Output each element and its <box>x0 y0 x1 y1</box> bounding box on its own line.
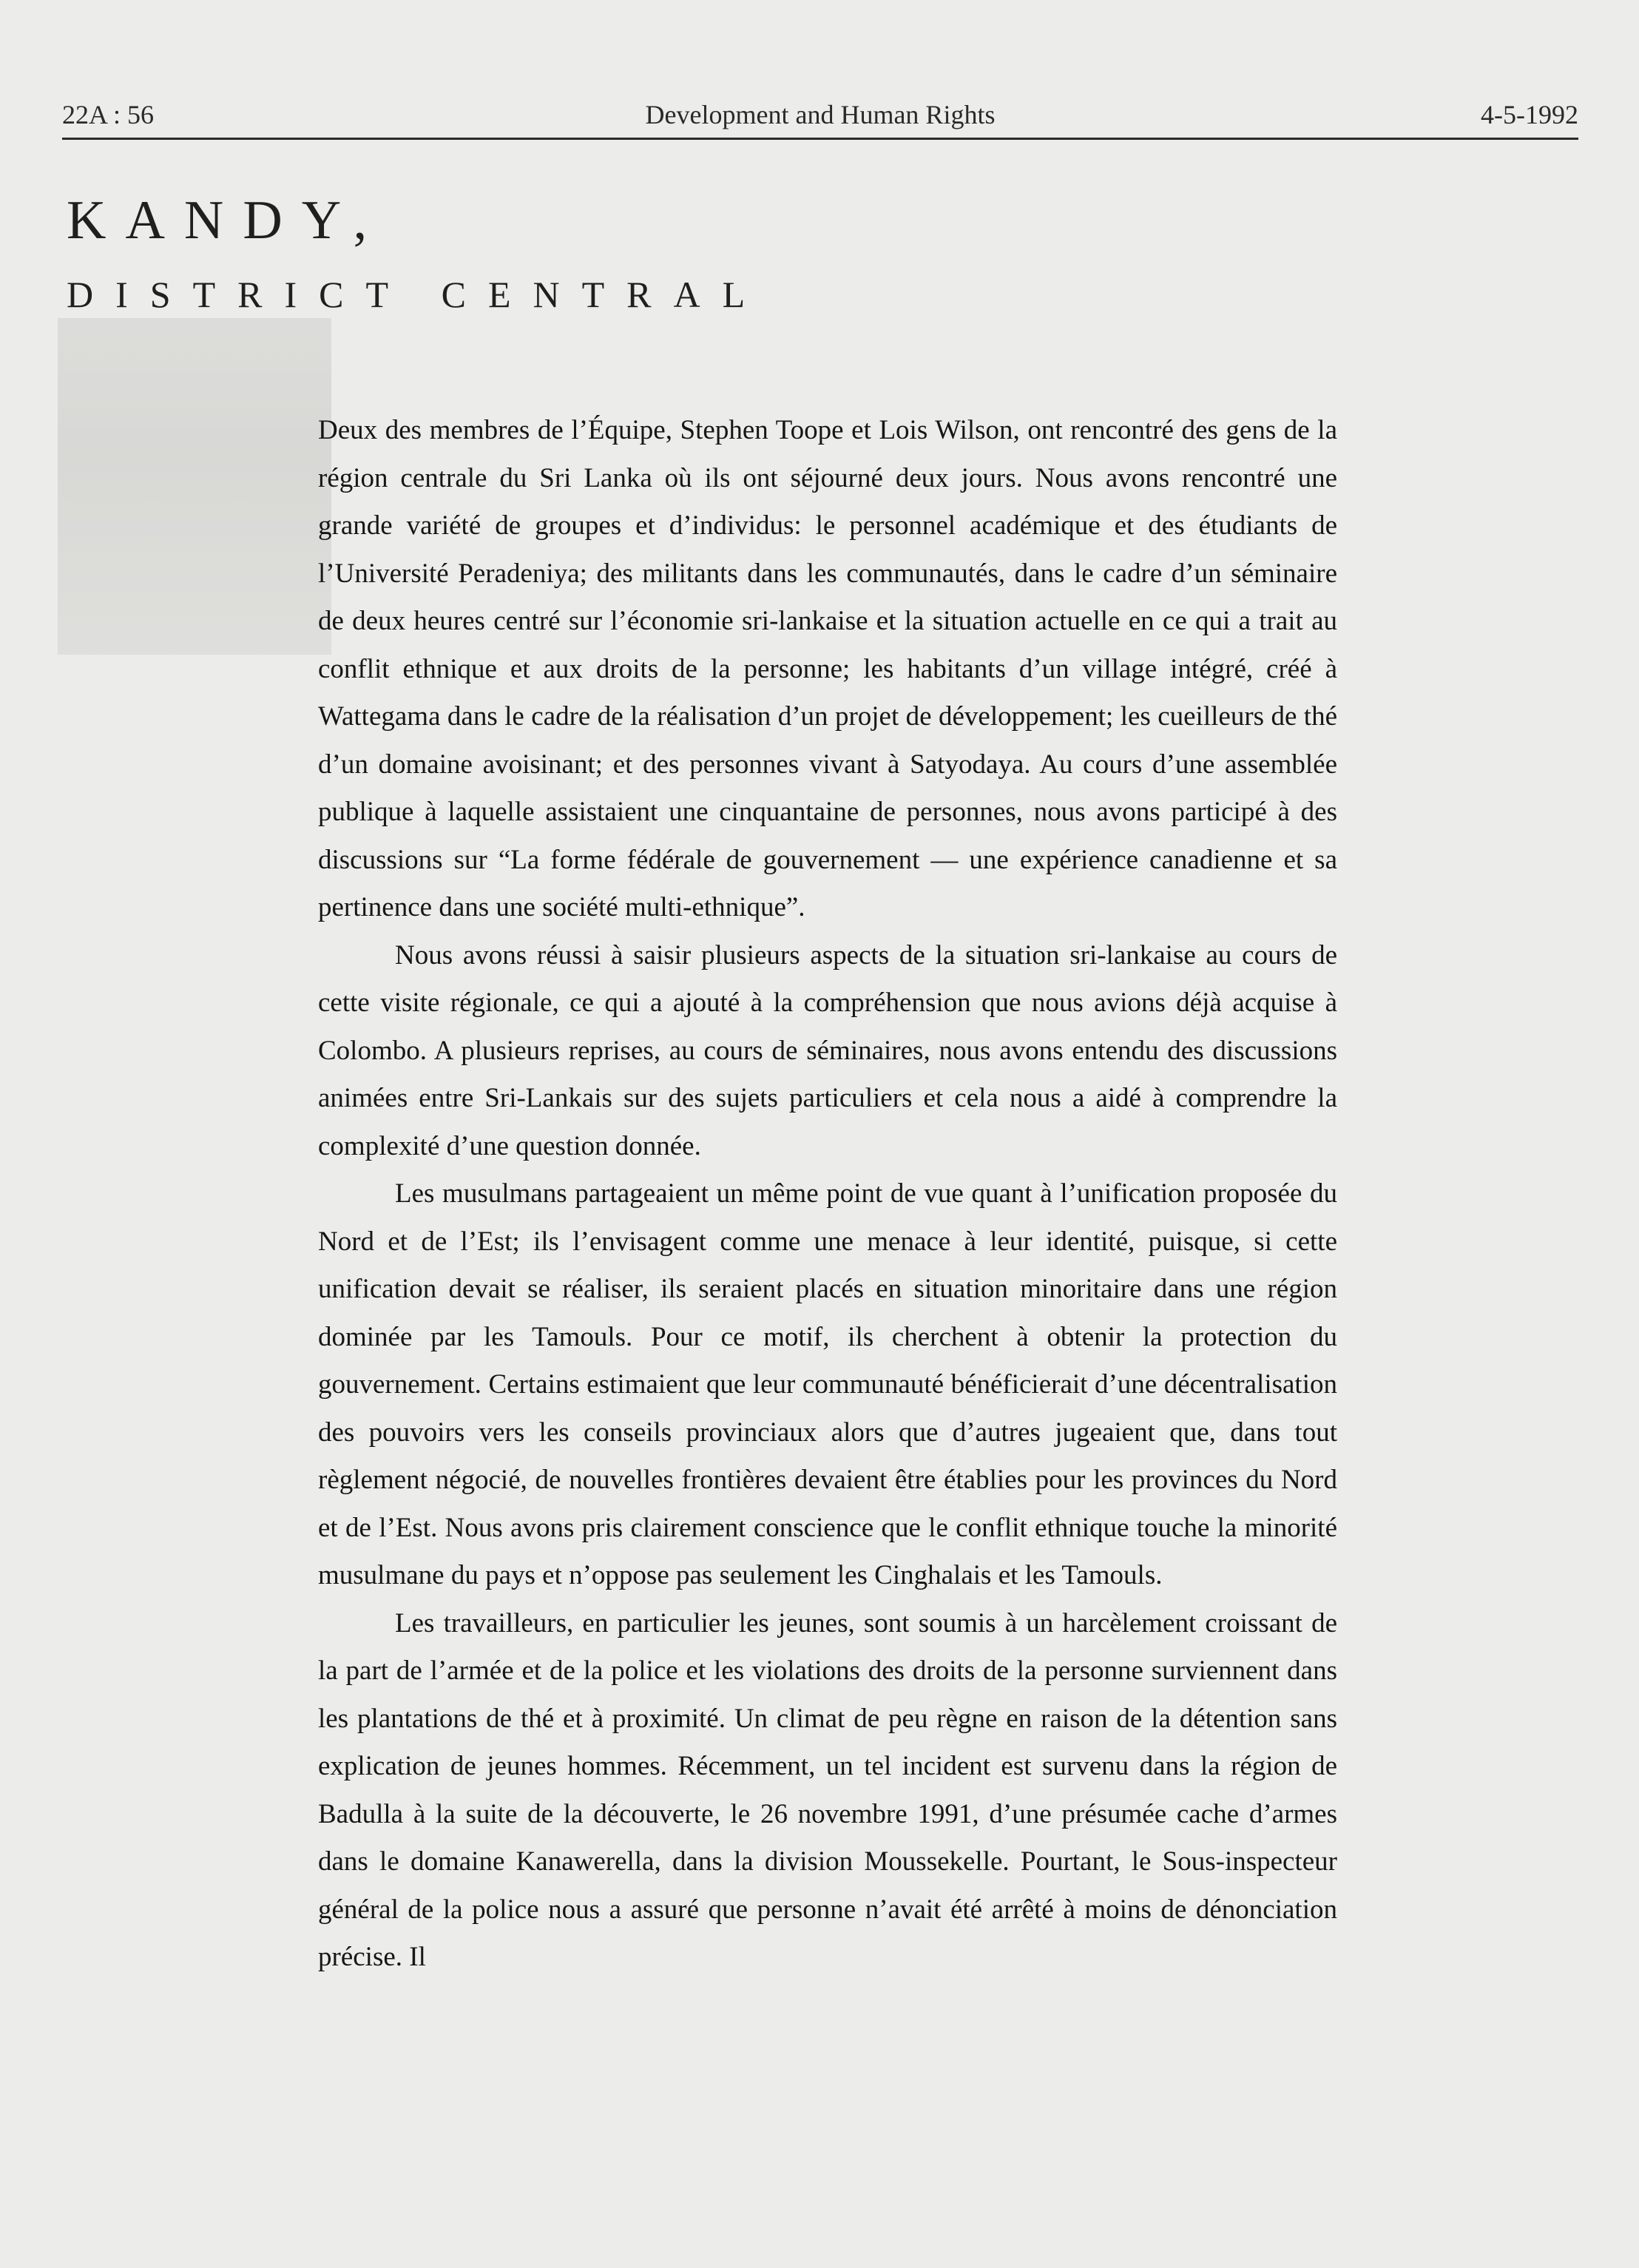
header-rule <box>62 138 1578 140</box>
paragraph: Les travailleurs, en particulier les jeunes, sont soumis à un harcèlement croissant de la part de l’armée et de la police et les violations des droits de la personne surviennent dans les plantations de thé et à proximité. Un climat de peu règne en raison de la détention sans explication de jeunes hommes. Récemment, un tel incident est survenu dans la région de Badulla à la suite de la découverte, le 26 novembre 1991, d’une présumée cache d’armes dans le domaine Kanawerella, dans la division Moussekelle. Pourtant, le Sous-inspecteur général de la police nous a assuré que personne n’avait été arrêté à moins de dénonciation précise. Il <box>318 1607 1337 1972</box>
header-date: 4-5-1992 <box>1481 100 1578 129</box>
running-title: Development and Human Rights <box>645 100 996 129</box>
paragraph: Les musulmans partageaient un même point de vue quant à l’unification proposée du Nord et de l’Est; ils l’envisagent comme une menace à leur identité, puisque, si cette unification devait se réaliser, ils seraient placés en situation minoritaire dans une région dominée par les Tamouls. Pour ce motif, ils cherchent à obtenir la protection du gouvernement. Certains estimaient que leur communauté bénéficierait d’une décentralisation des pouvoirs vers les conseils provinciaux alors que d’autres jugeaient que, dans tout règlement négocié, de nouvelles frontières devaient être établies pour les provinces du Nord et de l’Est. Nous avons pris clairement conscience que le conflit ethnique touche la minorité musulmane du pays et n’oppose pas seulement les Cinghalais et les Tamouls. <box>318 1178 1337 1590</box>
running-header <box>62 99 1578 141</box>
paragraph: Deux des membres de l’Équipe, Stephen Toope et Lois Wilson, ont rencontré des gens de la région centrale du Sri Lanka où ils ont séjourné deux jours. Nous avons rencontré une grande variété de groupes et d’individus: le personnel académique et des étudiants de l’Université Peradeniya; des militants dans les communautés, dans le cadre d’un séminaire de deux heures centré sur l’économie sri-lankaise et la situation actuelle en ce qui a trait au conflit ethnique et aux droits de la personne; les habitants d’un village intégré, créé à Wattegama dans le cadre de la réalisation d’un projet de développement; les cueilleurs de thé d’un domaine avoisinant; et des personnes vivant à Satyodaya. Au cours d’une assemblée publique à laquelle assistaient une cinquantaine de personnes, nous avons participé à des discussions sur “La forme fédérale de gouvernement — une expérience canadienne et sa pertinence dans une société multi-ethnique”. <box>318 415 1337 922</box>
paragraph: Nous avons réussi à saisir plusieurs aspects de la situation sri-lankaise au cours de cette visite régionale, ce qui a ajouté à la compréhension que nous avions déjà acquise à Colombo. A plusieurs reprises, au cours de séminaires, nous avons entendu des discussions animées entre Sri-Lankais sur des sujets particuliers et cela nous a aidé à comprendre la complexité d’une question donnée. <box>318 939 1337 1161</box>
page-number: 22A : 56 <box>62 100 155 129</box>
section-title-line2: DISTRICT CENTRAL <box>67 274 768 315</box>
body-text <box>318 407 1337 1982</box>
section-title-line1: KANDY, <box>67 190 387 251</box>
bleed-through-photo <box>58 318 331 655</box>
